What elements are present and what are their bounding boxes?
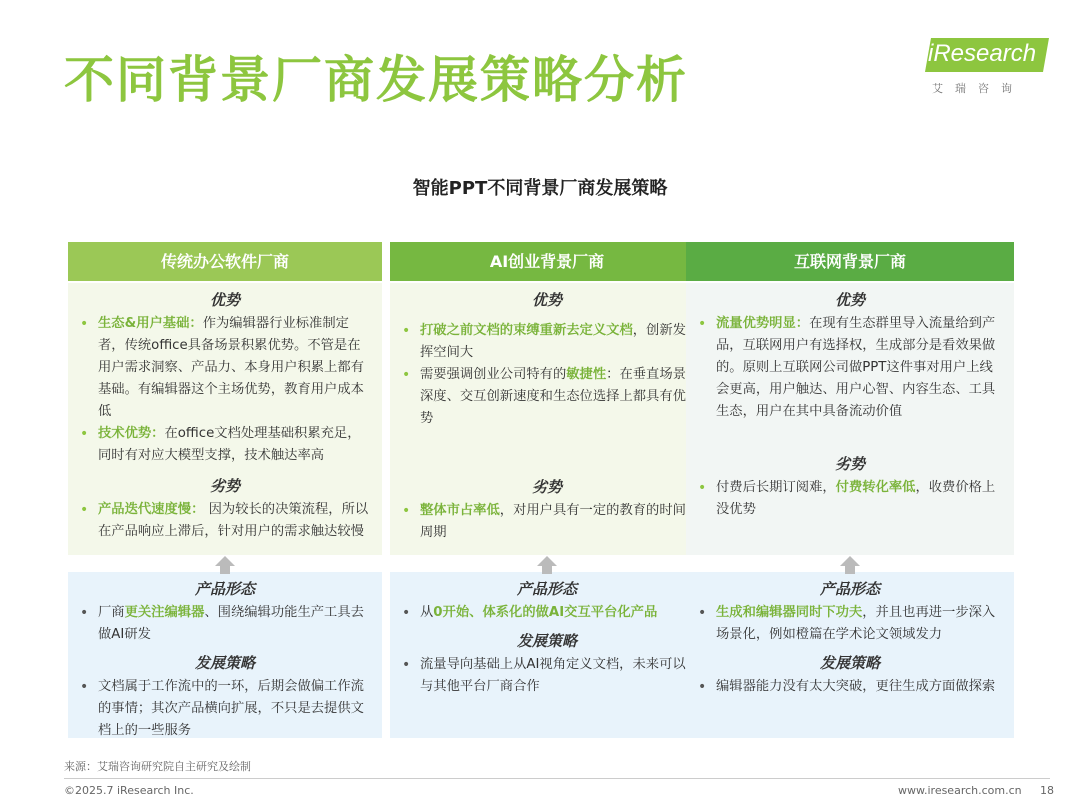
column-header: 传统办公软件厂商 [68, 242, 382, 281]
product-form-item: • 从0开始、体系化的做AI交互平台化产品 [420, 602, 692, 624]
page-title: 不同背景厂商发展策略分析 [64, 51, 688, 109]
footer-divider [64, 778, 1050, 779]
adv-dis-panel [686, 283, 1014, 555]
page-number: 18 [1040, 784, 1054, 797]
disadvantage-heading: 劣势 [834, 455, 865, 473]
advantage-item: • 流量优势明显：在现有生态群里导入流量给到产品，互联网用户有选择权，生成部分是看效果做的。原则上互联网公司做PPT这件事对用户上线会更高，用户触达、用户心智、内容生态、工具生态，用户在其中具备流动价值 [716, 313, 1002, 423]
disadvantage-heading: 劣势 [531, 478, 562, 496]
up-arrow-stem [542, 566, 552, 574]
strategy-item: • 编辑器能力没有太大突破，更往生成方面做探索 [716, 676, 1002, 698]
advantage-item: • 打破之前文档的束缚重新去定义文档，创新发挥空间大 [420, 320, 692, 364]
source-note: 来源：艾瑞咨询研究院自主研究及绘制 [64, 760, 251, 773]
adv-dis-panel [68, 283, 382, 555]
up-arrow-icon [215, 556, 235, 566]
product-form-heading: 产品形态 [819, 580, 880, 598]
iresearch-logo [922, 38, 1050, 98]
product-form-item: • 厂商更关注编辑器、围绕编辑功能生产工具去做AI研发 [98, 602, 370, 646]
form-strategy-panel [686, 572, 1014, 738]
product-form-item: • 生成和编辑器同时下功夫，并且也再进一步深入场景化，例如橙篇在学术论文领域发力 [716, 602, 1002, 646]
strategy-item: • 文档属于工作流中的一环，后期会做偏工作流的事情；其次产品横向扩展，不只是去提供文档上的一些服务 [98, 676, 370, 742]
advantage-item: • 技术优势：在office文档处理基础积累充足，同时有对应大模型支撑，技术触达率高 [98, 423, 370, 467]
strategy-item: • 流量导向基础上从AI视角定义文档，未来可以与其他平台厂商合作 [420, 654, 692, 698]
form-strategy-panel [390, 572, 704, 738]
strategy-heading: 发展策略 [516, 632, 577, 650]
advantage-heading: 优势 [531, 291, 562, 309]
adv-dis-panel [390, 283, 704, 555]
logo-sub: 艾瑞咨询 [932, 82, 1024, 95]
advantage-heading: 优势 [834, 291, 865, 309]
strategy-heading: 发展策略 [194, 654, 255, 672]
column-ai-startup [390, 242, 704, 694]
up-arrow-icon [840, 556, 860, 566]
column-traditional-office [68, 242, 382, 738]
logo-text: iResearch [928, 40, 1037, 67]
chart-subtitle: 智能PPT不同背景厂商发展策略 [412, 178, 668, 199]
form-strategy-panel [68, 572, 382, 738]
column-header: AI创业背景厂商 [390, 242, 704, 281]
disadvantage-item: • 整体市占率低，对用户具有一定的教育的时间周期 [420, 500, 692, 544]
website: www.iresearch.com.cn [898, 784, 1022, 797]
up-arrow-stem [220, 566, 230, 574]
disadvantage-item: • 产品迭代速度慢： 因为较长的决策流程，所以在产品响应上滞后，针对用户的需求触达较慢 [98, 499, 370, 543]
product-form-heading: 产品形态 [516, 580, 577, 598]
advantage-item: • 生态&用户基础：作为编辑器行业标准制定者，传统office具备场景积累优势。不管是在用户需求洞察、产品力、本身用户积累上都有基础。有编辑器这个主场优势，教育用户成本低 [98, 313, 370, 423]
advantage-item: • 需要强调创业公司特有的敏捷性：在垂直场景深度、交互创新速度和生态位选择上都具有优势 [420, 364, 692, 430]
advantage-heading: 优势 [209, 291, 240, 309]
column-header: 互联网背景厂商 [686, 242, 1014, 281]
up-arrow-stem [845, 566, 855, 574]
disadvantage-item: • 付费后长期订阅难，付费转化率低，收费价格上没优势 [716, 477, 1002, 521]
disadvantage-heading: 劣势 [209, 477, 240, 495]
column-internet [686, 242, 1014, 694]
copyright: ©2025.7 iResearch Inc. [64, 784, 194, 797]
up-arrow-icon [537, 556, 557, 566]
strategy-heading: 发展策略 [819, 654, 880, 672]
product-form-heading: 产品形态 [194, 580, 255, 598]
